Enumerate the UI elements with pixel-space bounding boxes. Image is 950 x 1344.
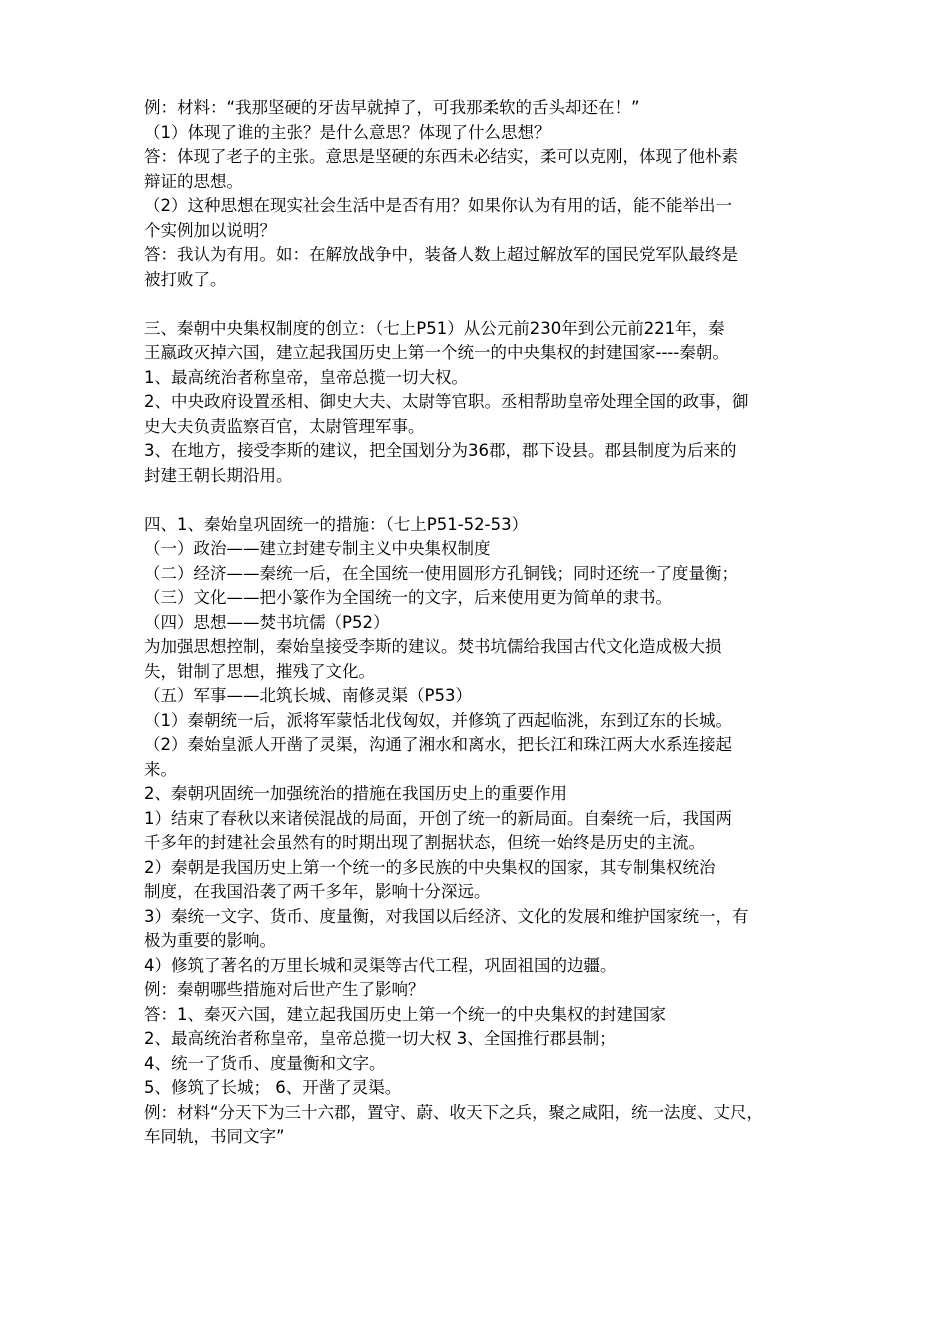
text-line: 例：材料“分天下为三十六郡，置守、蔚、收天下之兵，聚之咸阳，统一法度、丈尺， xyxy=(144,1102,764,1122)
blank-line xyxy=(144,292,816,317)
text-line: 2、中央政府设置丞相、御史大夫、太尉等官职。丞相帮助皇帝处理全国的政事，御 xyxy=(144,392,749,411)
section-heading: 三、秦朝中央集权制度的创立：（七上P51）从公元前230年到公元前221年，秦 xyxy=(144,318,725,338)
text-line: 例：秦朝哪些措施对后世产生了影响？ xyxy=(144,980,425,999)
section-qin-unification-measures xyxy=(144,513,816,1150)
text-line: 例：材料：“我那坚硬的牙齿早就掉了，可我那柔软的舌头却还在！” xyxy=(144,98,640,117)
text-line: 2、秦朝巩固统一加强统治的措施在我国历史上的重要作用 xyxy=(144,784,567,803)
text-line: 封建王朝长期沿用。 xyxy=(144,465,293,485)
text-line: （1）秦朝统一后，派将军蒙恬北伐匈奴，并修筑了西起临洮，东到辽东的长城。 xyxy=(144,710,732,730)
text-line: 制度，在我国沿袭了两千多年，影响十分深远。 xyxy=(144,882,491,901)
text-line: 1、最高统治者称皇帝，皇帝总揽一切大权。 xyxy=(144,367,468,387)
text-line: 答：我认为有用。如：在解放战争中，装备人数上超过解放军的国民党军队最终是 xyxy=(144,245,738,264)
text-line: 答：1、秦灭六国，建立起我国历史上第一个统一的中央集权的封建国家 xyxy=(144,1004,666,1024)
text-line: 车同轨，书同文字” xyxy=(144,1127,285,1146)
text-line: 2、最高统治者称皇帝，皇帝总揽一切大权 3、全国推行郡县制； xyxy=(144,1029,616,1048)
section-qin-centralization xyxy=(144,317,816,489)
text-line: 极为重要的影响。 xyxy=(144,931,276,950)
text-line: （2）秦始皇派人开凿了灵渠，沟通了湘水和离水，把长江和珠江两大水系连接起 xyxy=(144,735,732,754)
text-line: 3）秦统一文字、货币、度量衡，对我国以后经济、文化的发展和维护国家统一，有 xyxy=(144,906,749,926)
text-line: 2）秦朝是我国历史上第一个统一的多民族的中央集权的国家，其专制集权统治 xyxy=(144,857,716,877)
text-line: 个实例加以说明？ xyxy=(144,220,276,240)
text-line: （2）这种思想在现实社会生活中是否有用？如果你认为有用的话，能不能举出一 xyxy=(144,196,732,215)
text-line: （五）军事——北筑长城、南修灵渠（P53） xyxy=(144,686,472,705)
text-line: 来。 xyxy=(144,759,177,779)
text-line: （一）政治——建立封建专制主义中央集权制度 xyxy=(144,539,491,558)
text-line: 辩证的思想。 xyxy=(144,171,243,191)
qa-block-laozi xyxy=(144,96,816,292)
text-line: （四）思想——焚书坑儒（P52） xyxy=(144,612,390,632)
section-heading: 四、1、秦始皇巩固统一的措施：（七上P51-52-53） xyxy=(144,514,529,534)
document-page xyxy=(144,96,816,1150)
text-line: 失，钳制了思想，摧残了文化。 xyxy=(144,661,375,681)
text-line: 为加强思想控制，秦始皇接受李斯的建议。焚书坑儒给我国古代文化造成极大损 xyxy=(144,637,722,656)
text-line: 3、在地方，接受李斯的建议，把全国划分为36郡，郡下设县。郡县制度为后来的 xyxy=(144,441,737,460)
text-line: 答：体现了老子的主张。意思是坚硬的东西未必结实，柔可以克刚，体现了他朴素 xyxy=(144,147,738,166)
blank-line xyxy=(144,488,816,513)
text-line: （三）文化——把小篆作为全国统一的文字，后来使用更为简单的隶书。 xyxy=(144,588,672,607)
text-line: 1）结束了春秋以来诸侯混战的局面，开创了统一的新局面。自秦统一后，我国两 xyxy=(144,808,732,828)
text-line: 4）修筑了著名的万里长城和灵渠等古代工程，巩固祖国的边疆。 xyxy=(144,955,617,975)
text-line: 被打败了。 xyxy=(144,269,227,289)
text-line: （二）经济——秦统一后，在全国统一使用圆形方孔铜钱；同时还统一了度量衡； xyxy=(144,563,738,583)
text-line: 千多年的封建社会虽然有的时期出现了割据状态，但统一始终是历史的主流。 xyxy=(144,833,705,852)
text-line: 4、统一了货币、度量衡和文字。 xyxy=(144,1053,386,1073)
text-line: 王嬴政灭掉六国，建立起我国历史上第一个统一的中央集权的封建国家----秦朝。 xyxy=(144,343,729,362)
text-line: 5、修筑了长城； 6、开凿了灵渠。 xyxy=(144,1078,402,1097)
text-line: （1）体现了谁的主张？是什么意思？体现了什么思想？ xyxy=(144,122,551,142)
text-line: 史大夫负责监察百官，太尉管理军事。 xyxy=(144,416,425,436)
